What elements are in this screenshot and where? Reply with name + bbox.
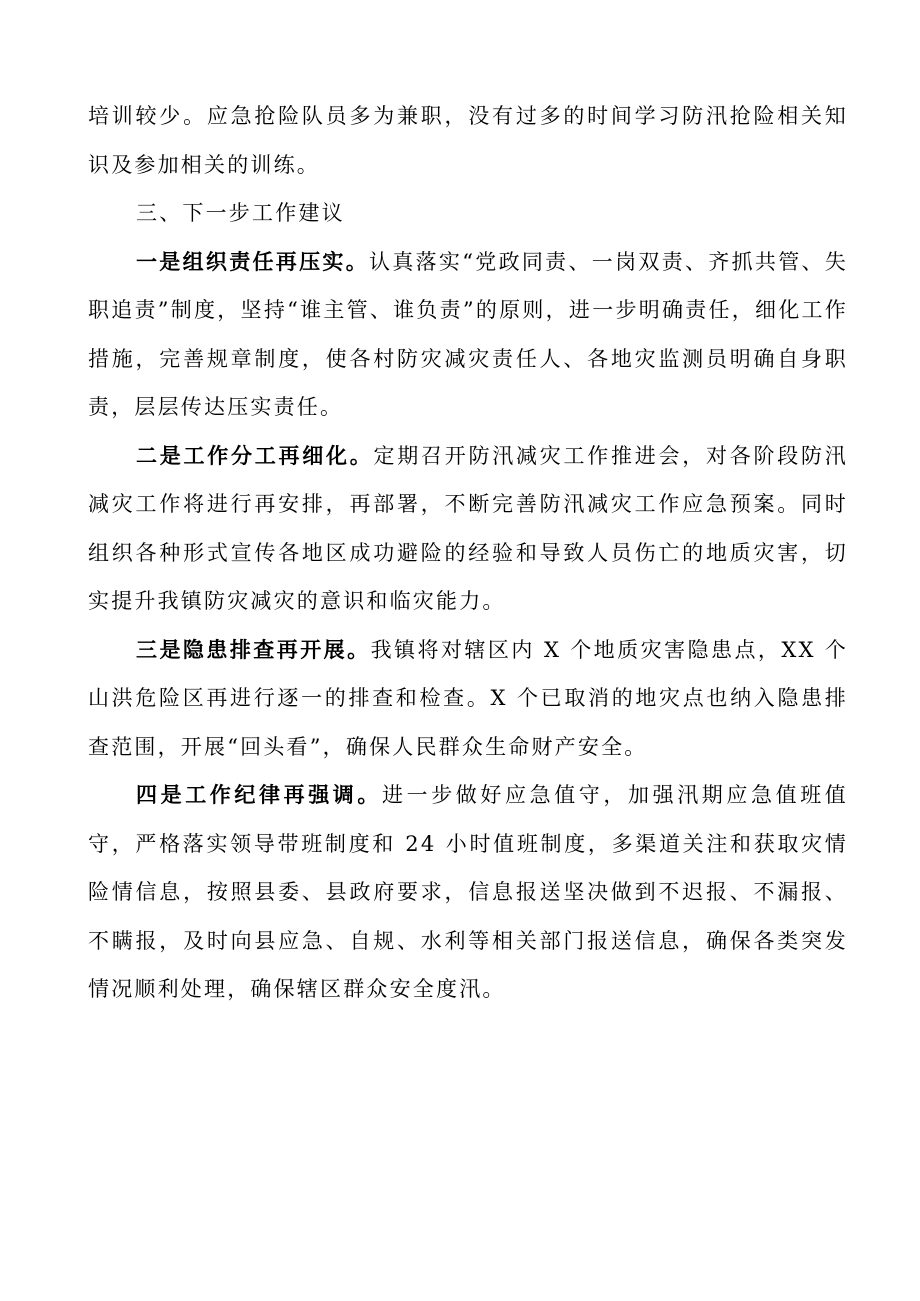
item-lead: 三是隐患排查再开展。 — [136, 636, 371, 662]
suggestion-item-2 — [88, 432, 848, 626]
item-text: 我镇将对辖区内 X 个地质灾害隐患点，XX 个山洪危险区再进行逐一的排查和检查。X 个已取消的地灾点也纳入隐患排查范围，开展“回头看”，确保人民群众生命财产安全。 — [88, 637, 848, 759]
document-body — [88, 92, 848, 1014]
continued-paragraph — [88, 92, 848, 189]
item-lead: 二是工作分工再细化。 — [136, 442, 374, 468]
item-lead: 四是工作纪律再强调。 — [136, 782, 382, 807]
item-text: 认真落实“党政同责、一岗双责、齐抓共管、失职追责”制度，坚持“谁主管、谁负责”的原则，进一步明确责任，细化工作措施，完善规章制度，使各村防灾减灾责任人、各地灾监测员明确自身职责，层层传达压实责任。 — [88, 249, 849, 419]
suggestion-item-3 — [88, 626, 848, 772]
item-text: 定期召开防汛减灾工作推进会，对各阶段防汛减灾工作将进行再安排，再部署，不断完善防汛减灾工作应急预案。同时组织各种形式宣传各地区成功避险的经验和导致人员伤亡的地质灾害，切实提升我镇防灾减灾的意识和临灾能力。 — [88, 443, 849, 613]
section-heading: 三、下一步工作建议 — [136, 201, 345, 225]
paragraph-text: 培训较少。应急抢险队员多为兼职，没有过多的时间学习防汛抢险相关知识及参加相关的训练。 — [88, 104, 848, 177]
item-lead: 一是组织责任再压实。 — [136, 248, 370, 274]
item-text: 进一步做好应急值守，加强汛期应急值班值守，严格落实领导带班制度和 24 小时值班制度，多渠道关注和获取灾情险情信息，按照县委、县政府要求，信息报送坚决做到不迟报、不漏报、不瞒报，及时向县应急、自规、水利等相关部门报送信息，确保各类突发情况顺利处理，确保辖区群众安全度汛。 — [88, 783, 848, 1001]
suggestion-item-4 — [88, 771, 848, 1014]
suggestion-item-1 — [88, 238, 848, 432]
